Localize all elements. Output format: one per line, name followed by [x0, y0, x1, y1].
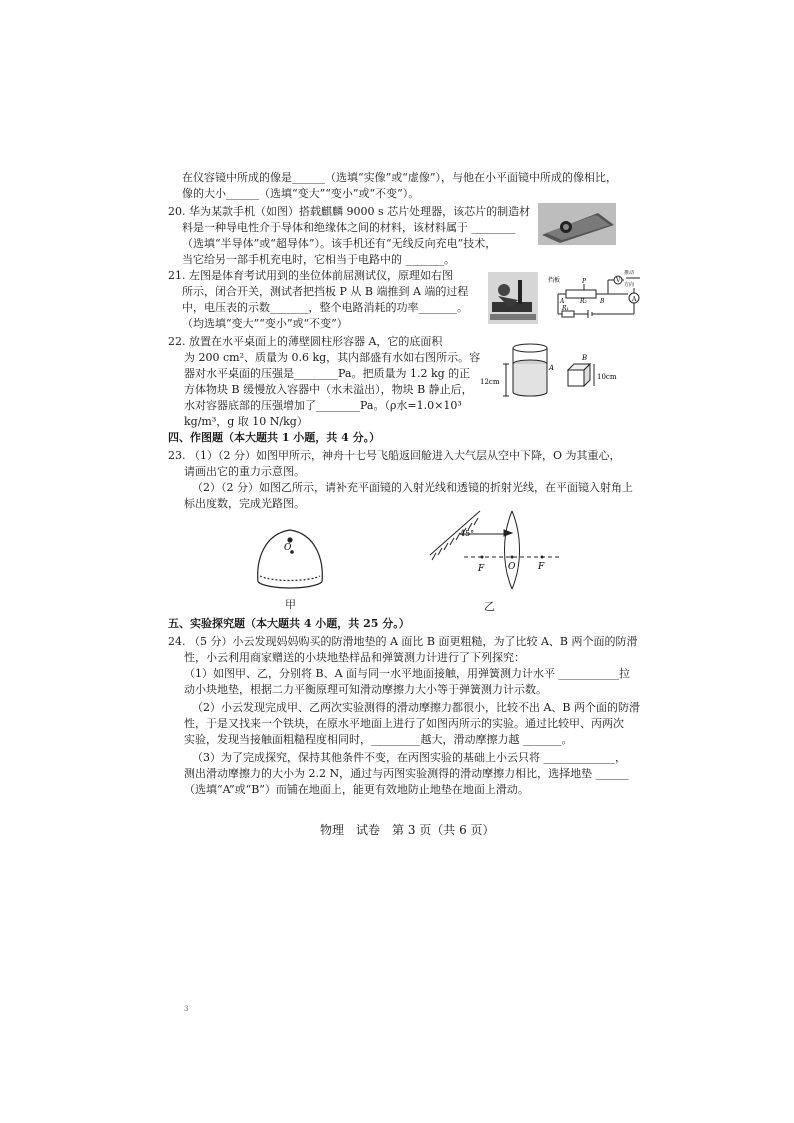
label-voltmeter: V	[616, 277, 621, 284]
q21-line-2: 所示，闭合开关，测试者把挡板 P 从 B 端推到 A 端的过程	[182, 285, 469, 298]
section-4-title: 四、作图题（本大题共 1 小题，共 4 分。）	[168, 431, 381, 444]
q24-line-8: （3）为了完成探究，保持其他条件不变，在丙图实验的基础上小云只将 _____________，	[192, 751, 626, 764]
page-footer: 物理 试卷 第 3 页（共 6 页）	[320, 823, 495, 837]
section-5-title: 五、实验探究题（本大题共 4 小题，共 25 分。）	[168, 617, 410, 630]
label-baffle: 挡板	[548, 277, 561, 284]
label-p: P	[582, 278, 587, 285]
label-12cm: 12cm	[480, 378, 500, 386]
label-ammeter: A	[632, 296, 637, 303]
lens-center-label: O	[508, 562, 516, 572]
q23-line-2: 请画出它的重力示意图。	[184, 465, 305, 478]
q22-line-5: 水对容器底部的压强增加了________Pa。（ρ水=1.0×10³	[184, 399, 462, 412]
q21-line-1: 21. 左图是体育考试用到的坐位体前屈测试仪，原理如右图	[168, 269, 453, 282]
label-block-b: B	[582, 354, 588, 362]
label-push-direction-2: 方向	[624, 282, 635, 288]
figure-b-caption: 乙	[484, 600, 495, 613]
mirror-and-lens-figure	[424, 505, 564, 595]
q20-line-3: （选填“半导体”或“超导体”）。该手机还有“无线反向充电”技术，	[182, 237, 497, 250]
q21-line-4: （均选填“变大”“变小”或“不变”）	[182, 317, 348, 330]
q19-line-1: 在仪容镜中所成的像是______（选填“实像”或“虚像”），与他在小平面镜中所成的像相比，	[182, 171, 617, 184]
sit-and-reach-circuit	[548, 270, 646, 326]
q21-line-3: 中，电压表的示数_______，整个电路消耗的功率_______。	[182, 301, 468, 314]
q24-line-5: （2）小云发现完成甲、乙两次实验测得的滑动摩擦力都很小，比较不出 A、B 两个面的防滑	[192, 701, 641, 714]
q24-line-10: （选填“A”或“B”）而铺在地面上，能更有效地防止地垫在地面上滑动。	[184, 783, 529, 796]
label-10cm: 10cm	[597, 373, 617, 381]
phone-photo	[538, 203, 616, 245]
q23-line-1: 23. （1）（2 分）如图甲所示，神舟十七号飞船返回舱进入大气层从空中下降，O 为其重心，	[168, 449, 621, 462]
q23-line-4: 标出度数，完成光路图。	[184, 497, 305, 510]
label-b-end: B	[600, 298, 605, 305]
return-capsule-figure	[250, 520, 330, 590]
focus-right-label: F	[538, 562, 545, 572]
focus-left-label: F	[478, 564, 485, 574]
q22-line-1: 22. 放置在水平桌面上的薄壁圆柱形容器 A，它的底面积	[168, 335, 443, 348]
q22-line-2: 为 200 cm²、质量为 0.6 kg，其内部盛有水如右图所示。容	[184, 351, 481, 364]
q24-line-4: 动小块地垫，根据二力平衡原理可知滑动摩擦力大小等于弹簧测力计示数。	[184, 683, 547, 696]
q24-line-2: 性，小云利用商家赠送的小块地垫样品和弹簧测力计进行了下列探究：	[184, 651, 525, 664]
label-r2: R₂	[580, 298, 587, 305]
q20-line-1: 20. 华为某款手机（如图）搭载麒麟 9000 s 芯片处理器，该芯片的制造材	[168, 205, 531, 218]
q20-line-4: 当它给另一部手机充电时，它相当于电路中的 _______。	[182, 253, 455, 266]
container-and-block-figure	[478, 340, 628, 402]
label-a-end: A	[560, 298, 565, 305]
q24-line-3: （1）如图甲、乙，分别将 B、A 面与同一水平地面接触，用弹簧测力计水平 ___________拉	[184, 667, 631, 680]
q24-line-6: 性，于是又找来一个铁块，在原水平地面上进行了如图丙所示的实验。通过比较甲、丙两次	[184, 717, 624, 730]
page-corner-mark: 3	[184, 1005, 189, 1013]
capsule-center-o: O	[284, 543, 292, 553]
q24-line-7: 实验，发现当接触面粗糙程度相同时，_________越大，滑动摩擦力越 _______。	[184, 733, 573, 746]
figure-a-caption: 甲	[285, 598, 296, 611]
q20-line-2: 料是一种导电性介于导体和绝缘体之间的材料，该材料属于 ________	[182, 221, 516, 234]
q24-line-9: 测出滑动摩擦力的大小为 2.2 N，通过与丙图实验测得的滑动摩擦力相比，选择地垫 ______	[184, 767, 629, 780]
q19-line-2: 像的大小______（选填“变大”“变小”或“不变”）。	[182, 187, 420, 200]
q24-line-1: 24. （5 分）小云发现妈妈购买的防滑地垫的 A 面比 B 面更粗糙，为了比较 A、B 两个面的防滑	[168, 635, 638, 648]
label-push-direction-1: 推动	[624, 270, 635, 276]
q22-line-6: kg/m³，g 取 10 N/kg）	[184, 415, 308, 428]
angle-45-label: 45°	[460, 529, 475, 538]
sit-and-reach-photo	[488, 272, 538, 324]
label-container-a: A	[549, 364, 555, 372]
q22-line-3: 器对水平桌面的压强是________Pa。把质量为 1.2 kg 的正	[184, 367, 471, 380]
q22-line-4: 方体物块 B 缓慢放入容器中（水未溢出），物块 B 静止后，	[184, 383, 473, 396]
q23-line-3: （2）（2 分）如图乙所示，请补充平面镜的入射光线和透镜的折射光线，在平面镜入射角上	[192, 481, 633, 494]
label-r1: R₁	[562, 305, 569, 312]
